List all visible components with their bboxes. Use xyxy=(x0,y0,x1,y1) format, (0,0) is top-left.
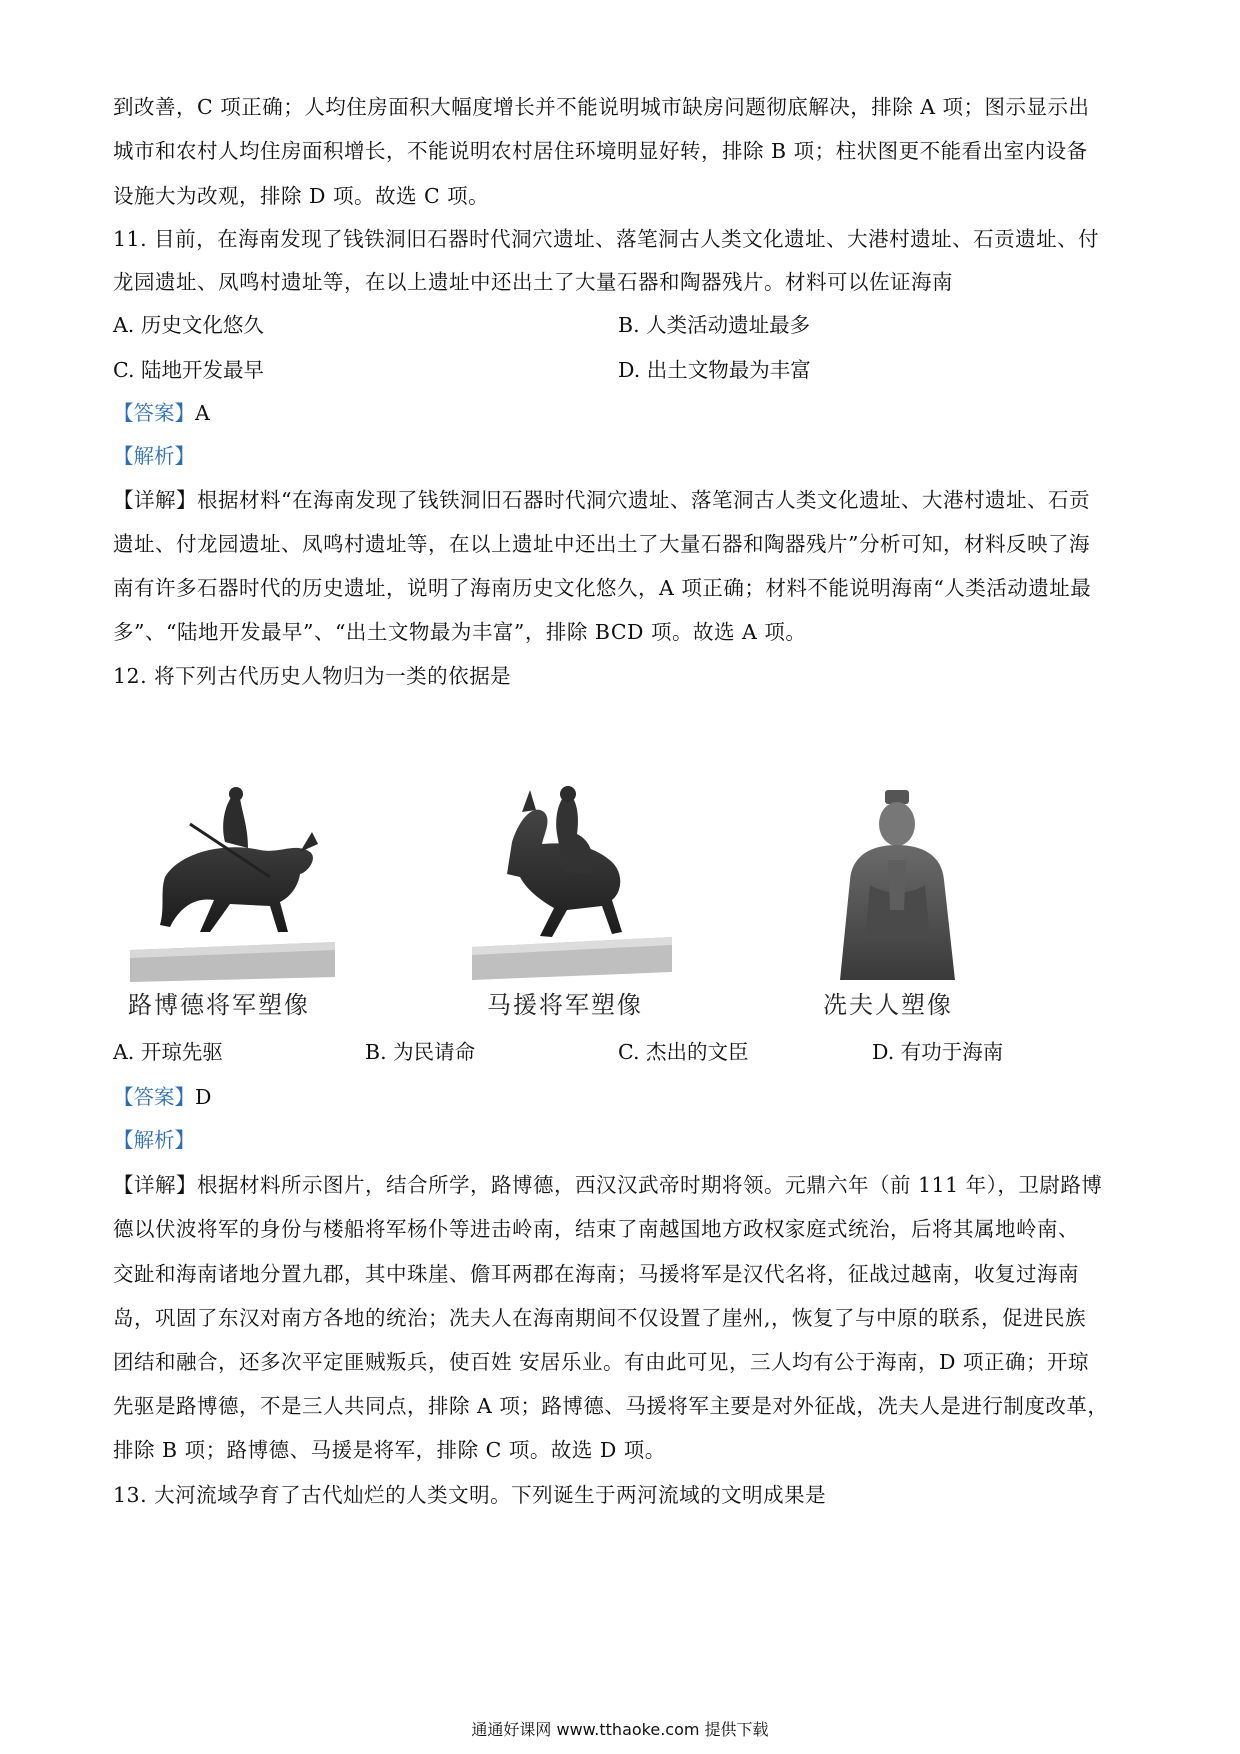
q11-detail-text-1: 根据材料“在海南发现了钱铁洞旧石器时代洞穴遗址、落笔洞古人类文化遗址、大港村遗址、石贡 xyxy=(197,488,1090,512)
q12-answer-tag: 【答案】 xyxy=(113,1085,195,1109)
page-footer: 通通好课网 www.tthaoke.com 提供下载 xyxy=(471,1720,769,1739)
q11-option-a: A. 历史文化悠久 xyxy=(113,313,264,337)
q12-detail-line-5: 团结和融合，还多次平定匪贼叛兵，使百姓 安居乐业。有由此可见，三人均有公于海南，D 项正确；开琼 xyxy=(113,1350,1089,1374)
q11-detail-line-2: 遗址、付龙园遗址、凤鸣村遗址等，在以上遗址中还出土了大量石器和陶器残片”分析可知，材料反映了海 xyxy=(113,532,1090,556)
xian-furen-statue-image xyxy=(830,790,965,985)
q11-answer-tag: 【答案】 xyxy=(113,401,195,425)
carryover-line-2: 城市和农村人均住房面积增长，不能说明农村居住环境明显好转，排除 B 项；柱状图更不能看出室内设备 xyxy=(113,139,1088,163)
q12-detail-text-1: 根据材料所示图片，结合所学，路博德，西汉汉武帝时期将领。元鼎六年（前 111 年），卫尉路博 xyxy=(197,1173,1103,1197)
q12-option-a: A. 开琼先驱 xyxy=(113,1040,223,1064)
q11-option-c: C. 陆地开发最早 xyxy=(113,358,264,382)
q11-detail-line-3: 南有许多石器时代的历史遗址，说明了海南历史文化悠久，A 项正确；材料不能说明海南“人类活动遗址最 xyxy=(113,576,1092,600)
q12-answer xyxy=(113,1082,211,1112)
q12-detail-line-2: 德以伏波将军的身份与楼船将军杨仆等进击岭南，结束了南越国地方政权家庭式统治，后将其属地岭南、 xyxy=(113,1217,1079,1241)
q11-answer-value: A xyxy=(195,401,210,425)
q11-detail-line-4: 多”、“陆地开发最早”、“出土文物最为丰富”，排除 BCD 项。故选 A 项。 xyxy=(113,620,807,644)
q12-option-c: C. 杰出的文臣 xyxy=(618,1040,749,1064)
q12-analysis-tag: 【解析】 xyxy=(113,1128,195,1152)
q12-detail-line-1 xyxy=(113,1170,1133,1200)
q12-detail-line-6: 先驱是路博德，不是三人共同点，排除 A 项；路博德、马援将军主要是对外征战，冼夫人是进行制度改革， xyxy=(113,1394,1109,1418)
carryover-line-1: 到改善，C 项正确；人均住房面积大幅度增长并不能说明城市缺房问题彻底解决，排除 A 项；图示显示出 xyxy=(113,95,1090,119)
q11-detail-tag: 【详解】 xyxy=(113,488,197,512)
ma-yuan-caption: 马援将军塑像 xyxy=(487,991,643,1019)
q11-option-d: D. 出土文物最为丰富 xyxy=(618,358,811,382)
q12-stem: 12. 将下列古代历史人物归为一类的依据是 xyxy=(113,664,512,688)
q12-detail-line-7: 排除 B 项；路博德、马援是将军，排除 C 项。故选 D 项。 xyxy=(113,1438,666,1462)
q12-option-d: D. 有功于海南 xyxy=(872,1040,1004,1064)
carryover-line-3: 设施大为改观，排除 D 项。故选 C 项。 xyxy=(113,184,490,208)
lu-bode-statue-image xyxy=(130,782,335,982)
q11-analysis-tag: 【解析】 xyxy=(113,444,195,468)
lu-bode-caption: 路博德将军塑像 xyxy=(128,991,310,1019)
q11-answer xyxy=(113,398,210,428)
q11-stem-line-1: 11. 目前，在海南发现了钱铁洞旧石器时代洞穴遗址、落笔洞古人类文化遗址、大港村遗址、石贡遗址、付 xyxy=(113,227,1100,251)
q11-option-b: B. 人类活动遗址最多 xyxy=(618,313,811,337)
q13-stem: 13. 大河流域孕育了古代灿烂的人类文明。下列诞生于两河流域的文明成果是 xyxy=(113,1483,827,1507)
q12-detail-line-4: 岛，巩固了东汉对南方各地的统治；冼夫人在海南期间不仅设置了崖州,，恢复了与中原的联系，促进民族 xyxy=(113,1306,1087,1330)
q11-detail-line-1 xyxy=(113,485,1133,515)
xian-furen-caption: 冼夫人塑像 xyxy=(823,991,953,1019)
q12-detail-tag: 【详解】 xyxy=(113,1173,197,1197)
q12-option-b: B. 为民请命 xyxy=(365,1040,476,1064)
q11-stem-line-2: 龙园遗址、凤鸣村遗址等，在以上遗址中还出土了大量石器和陶器残片。材料可以佐证海南 xyxy=(113,270,953,294)
q12-detail-line-3: 交趾和海南诸地分置九郡，其中珠崖、儋耳两郡在海南；马援将军是汉代名将，征战过越南，收复过海南 xyxy=(113,1262,1079,1286)
ma-yuan-statue-image xyxy=(472,782,672,982)
q12-answer-value: D xyxy=(195,1085,212,1109)
